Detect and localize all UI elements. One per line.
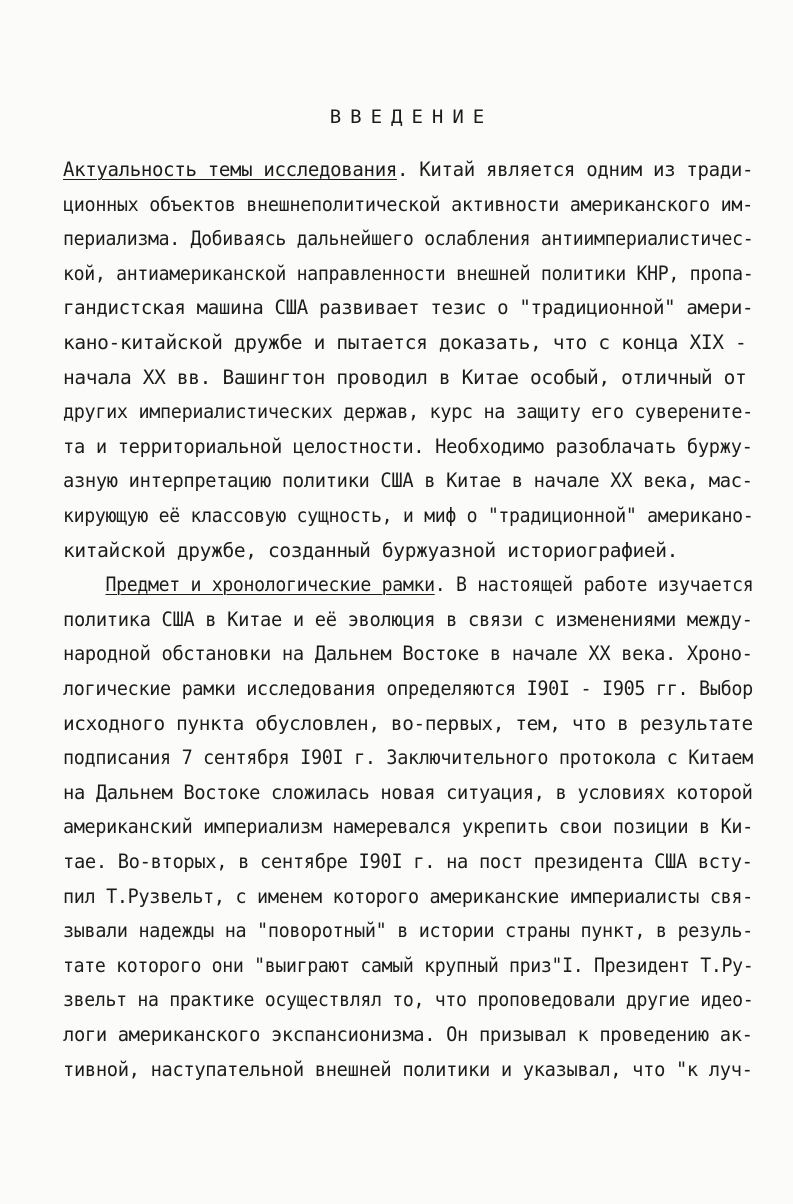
text-line (63, 607, 753, 632)
text-line (63, 434, 753, 459)
line-text: зывали надежды на "поворотный" в истории страны пункт, в резуль- (63, 919, 753, 943)
text-line (63, 573, 754, 597)
text-line (63, 919, 753, 943)
line-text: . В настоящей работе изучается (434, 573, 754, 597)
line-text: звельт на практике осуществлял то, что проповедовали другие идео- (63, 988, 754, 1012)
line-text: подписания 7 сентября I90I г. Заключительного протокола с Китаем (63, 746, 753, 770)
line-text: та и территориальной целостности. Необходимо разоблачать буржу- (63, 434, 753, 458)
text-line (63, 780, 753, 805)
text-line (63, 746, 753, 770)
text-line (63, 953, 754, 978)
line-text: на Дальнем Востоке сложилась новая ситуация, в условиях которой (63, 780, 753, 804)
line-text: исходного пункта обусловлен, во-первых, тем, что в результате (63, 711, 753, 735)
line-text: логи американского экспансионизма. Он призывал к проведению ак- (63, 1023, 753, 1046)
text-line (63, 711, 753, 736)
text-line (63, 469, 753, 493)
line-text: других империалистических держав, курс на защиту его суверените- (63, 400, 753, 424)
line-text: кирующую её классовую сущность, и миф о "традиционной" американо- (63, 504, 754, 527)
text-line (63, 1023, 753, 1047)
page-title: ВВЕДЕНИЕ (329, 106, 494, 128)
text-line (63, 884, 753, 909)
line-text: ционных объектов внешнеполитической активности американского им- (63, 192, 753, 216)
text-line (63, 850, 753, 874)
line-text: начала XX вв. Вашингтон проводил в Китае особый, отличный от (63, 365, 747, 389)
text-line (63, 366, 753, 390)
line-indent (63, 573, 105, 596)
line-text: китайской дружбе, созданный буржуазной историографией. (63, 538, 679, 562)
text-line (63, 642, 753, 666)
text-line (63, 227, 754, 251)
line-text: пил Т.Рузвельт, с именем которого американские империалисты свя- (63, 884, 753, 908)
text-line (63, 539, 753, 563)
line-text: логические рамки исследования определяются I90I - I905 гг. Выбор (63, 677, 753, 700)
line-text: тае. Во-вторых, в сентябре I90I г. на пост президента США всту- (63, 850, 753, 873)
text-line (63, 158, 754, 182)
line-text: азную интерпретацию политики США в Китае в начале XX века, мас- (63, 469, 753, 493)
text-line (63, 331, 753, 355)
text-line (63, 261, 754, 286)
line-text: кой, антиамериканской направленности внешней политики КНР, пропа- (63, 261, 754, 285)
line-text: американский империализм намеревался укрепить свои позиции в Ки- (63, 815, 753, 839)
text-line (63, 400, 753, 424)
line-text: кано-китайской дружбе и пытается доказать, что с конца XIX - (63, 331, 747, 354)
line-text: . Китай является одним из тради- (396, 158, 754, 181)
line-text: гандистская машина США развивает тезис о "традиционной" амери- (63, 296, 754, 320)
line-text: тате которого они "выиграют самый крупный приз"I. Президент Т.Ру- (63, 953, 754, 977)
text-line (63, 1057, 753, 1082)
text-line (63, 988, 754, 1012)
line-text: периализма. Добиваясь дальнейшего ослабления антиимпериалистичес- (63, 227, 754, 251)
line-text: политика США в Китае и её эволюция в связи с изменениями между- (63, 607, 753, 631)
section-heading: Предмет и хронологические рамки (105, 573, 435, 597)
text-line (63, 192, 753, 217)
text-line (63, 677, 753, 701)
text-line (63, 296, 754, 320)
line-text: народной обстановки на Дальнем Востоке в начале XX века. Хроно- (63, 642, 753, 666)
line-text: тивной, наступательной внешней политики и указывал, что "к луч- (63, 1057, 753, 1081)
text-line (63, 815, 753, 839)
section-heading: Актуальность темы исследования (63, 158, 397, 181)
text-line (63, 504, 754, 528)
